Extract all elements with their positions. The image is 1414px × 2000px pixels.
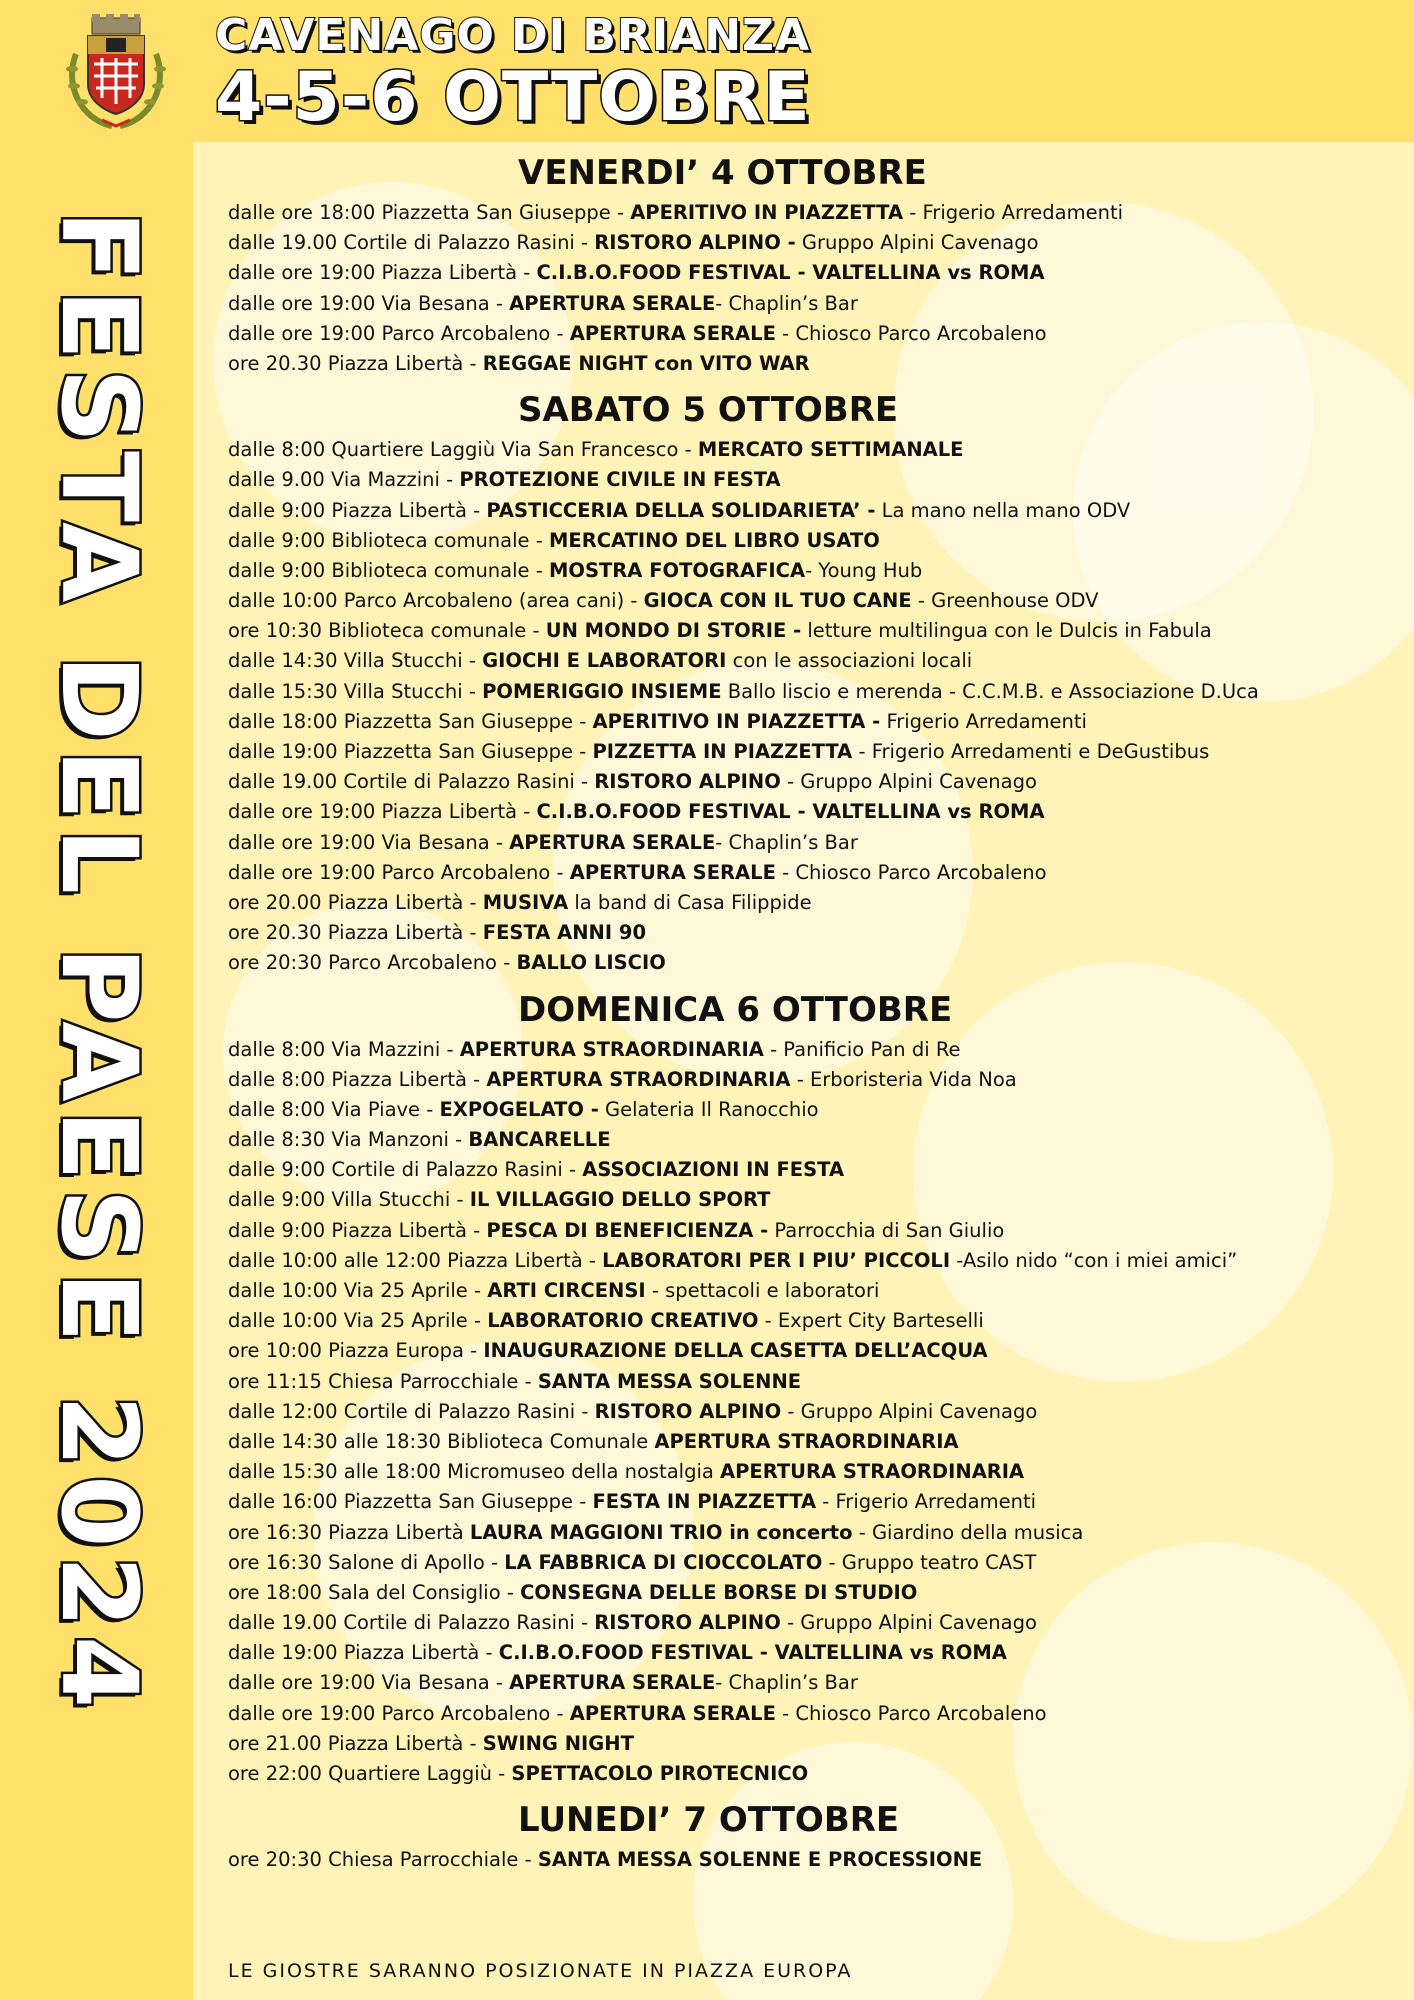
event-row: [228, 586, 1388, 616]
event-title: C.I.B.O.FOOD FESTIVAL - VALTELLINA vs ROMA: [498, 1641, 1007, 1665]
event-title: APERITIVO IN PIAZZETTA -: [592, 709, 881, 733]
program-list: [228, 148, 1388, 1881]
event-organizer: Gruppo Alpini Cavenago: [795, 231, 1039, 255]
event-time-place: dalle 10:00 Via 25 Aprile -: [228, 1309, 488, 1333]
event-row: [228, 1276, 1388, 1306]
event-row: [228, 1578, 1388, 1608]
event-organizer: letture multilingua con le Dulcis in Fabula: [801, 619, 1212, 643]
day-block: [228, 1795, 1388, 1875]
event-title: ARTI CIRCENSI: [487, 1279, 646, 1302]
event-time-place: dalle 9:00 Biblioteca comunale -: [228, 528, 549, 552]
event-time-place: dalle 15:30 alle 18:00 Micromuseo della nostalgia: [228, 1460, 721, 1484]
event-row: [228, 1095, 1388, 1125]
event-time-place: dalle 8:00 Quartiere Laggiù Via San Francesco -: [228, 438, 698, 462]
event-time-place: ore 22:00 Quartiere Laggiù -: [228, 1762, 512, 1785]
event-row: [228, 1699, 1388, 1729]
event-organizer: Parrocchia di San Giulio: [768, 1218, 1005, 1242]
event-time-place: dalle 9:00 Cortile di Palazzo Rasini -: [228, 1158, 583, 1182]
event-time-place: dalle 14:30 alle 18:30 Biblioteca Comunale: [228, 1429, 655, 1453]
municipal-coat-of-arms-icon: [62, 14, 170, 134]
event-row: [228, 228, 1388, 258]
event-time-place: ore 10:30 Biblioteca comunale -: [228, 619, 546, 643]
event-row: [228, 1306, 1388, 1336]
event-title: MERCATINO DEL LIBRO USATO: [548, 528, 880, 552]
event-time-place: dalle 10:00 Parco Arcobaleno (area cani) -: [228, 589, 644, 613]
event-title: PASTICCERIA DELLA SOLIDARIETA’ -: [486, 498, 876, 522]
event-time-place: ore 20:30 Chiesa Parrocchiale -: [228, 1848, 538, 1872]
event-row: [228, 858, 1388, 888]
event-time-place: dalle 9:00 Biblioteca comunale -: [228, 558, 549, 582]
event-title: SANTA MESSA SOLENNE E PROCESSIONE: [537, 1848, 983, 1872]
event-organizer: - Greenhouse ODV: [911, 589, 1099, 613]
event-organizer: - Gruppo teatro CAST: [822, 1550, 1037, 1574]
event-title: APERTURA STRAORDINARIA: [486, 1067, 791, 1091]
event-time-place: dalle 12:00 Cortile di Palazzo Rasini -: [228, 1399, 595, 1423]
event-row: [228, 918, 1388, 948]
event-time-place: ore 18:00 Sala del Consiglio -: [228, 1580, 521, 1604]
event-time-place: dalle ore 18:00 Piazzetta San Giuseppe -: [228, 201, 631, 224]
event-time-place: ore 20:30 Parco Arcobaleno -: [228, 951, 517, 975]
event-organizer: con le associazioni locali: [726, 649, 973, 673]
event-organizer: La mano nella mano ODV: [875, 498, 1131, 522]
event-title: FESTA IN PIAZZETTA: [592, 1490, 817, 1514]
event-row: [228, 1845, 1388, 1875]
event-time-place: ore 16:30 Piazza Libertà: [228, 1520, 470, 1544]
event-time-place: dalle 8:00 Piazza Libertà -: [228, 1067, 487, 1091]
event-organizer: la band di Casa Filippide: [568, 890, 812, 914]
event-title: SWING NIGHT: [482, 1731, 634, 1755]
event-title: RISTORO ALPINO: [594, 1399, 782, 1423]
event-organizer: - Chiosco Parco Arcobaleno: [775, 1701, 1047, 1725]
event-time-place: dalle ore 19:00 Via Besana -: [228, 1671, 510, 1695]
event-organizer: -Asilo nido “con i miei amici”: [950, 1248, 1238, 1272]
event-row: [228, 1336, 1388, 1366]
event-row: [228, 1427, 1388, 1457]
event-row: [228, 888, 1388, 918]
event-title: REGGAE NIGHT con VITO WAR: [482, 351, 810, 375]
event-row: [228, 1638, 1388, 1668]
event-row: [228, 1185, 1388, 1215]
event-organizer: - Giardino della musica: [852, 1520, 1084, 1544]
event-title: SANTA MESSA SOLENNE: [537, 1369, 802, 1393]
event-time-place: dalle 9.00 Via Mazzini -: [228, 468, 460, 492]
event-time-place: ore 10:00 Piazza Europa -: [228, 1339, 484, 1363]
event-time-place: dalle 9:00 Piazza Libertà -: [228, 1218, 487, 1242]
event-time-place: dalle 8:00 Via Piave -: [228, 1097, 440, 1121]
event-row: [228, 198, 1388, 228]
event-title: MUSIVA: [482, 890, 569, 914]
event-row: [228, 677, 1388, 707]
event-row: [228, 1548, 1388, 1578]
event-title: SPETTACOLO PIROTECNICO: [511, 1762, 809, 1785]
event-title: C.I.B.O.FOOD FESTIVAL - VALTELLINA vs ROMA: [536, 800, 1045, 824]
event-title: EXPOGELATO -: [439, 1097, 599, 1121]
event-title: LABORATORIO CREATIVO: [487, 1309, 759, 1333]
event-organizer: - Chaplin’s Bar: [715, 291, 858, 315]
town-name: CAVENAGO DI BRIANZA: [215, 10, 811, 61]
event-title: IL VILLAGGIO DELLO SPORT: [469, 1188, 771, 1212]
event-title: LAURA MAGGIONI TRIO in concerto: [469, 1520, 853, 1544]
event-time-place: dalle ore 19:00 Parco Arcobaleno -: [228, 1701, 570, 1725]
event-organizer: - Frigerio Arredamenti: [903, 201, 1124, 224]
event-organizer: - Frigerio Arredamenti: [816, 1490, 1037, 1514]
event-title: PESCA DI BENEFICIENZA -: [486, 1218, 769, 1242]
event-time-place: dalle 9:00 Piazza Libertà -: [228, 498, 487, 522]
event-row: [228, 465, 1388, 495]
event-title: FESTA ANNI 90: [482, 921, 647, 945]
event-title: APERTURA SERALE: [509, 291, 716, 315]
event-time-place: dalle ore 19:00 Parco Arcobaleno -: [228, 321, 570, 345]
event-row: [228, 828, 1388, 858]
event-time-place: ore 16:30 Salone di Apollo -: [228, 1550, 505, 1574]
event-title: LA FABBRICA DI CIOCCOLATO: [504, 1550, 823, 1574]
event-row: [228, 1518, 1388, 1548]
event-time-place: ore 20.30 Piazza Libertà -: [228, 351, 483, 375]
event-time-place: dalle 19:00 Piazzetta San Giuseppe -: [228, 740, 593, 763]
day-block: [228, 985, 1388, 1790]
festival-dates: 4-5-6 OTTOBRE: [215, 58, 811, 137]
event-row: [228, 1668, 1388, 1698]
event-time-place: dalle 19.00 Cortile di Palazzo Rasini -: [228, 1611, 595, 1635]
event-title: BALLO LISCIO: [516, 951, 666, 975]
event-title: POMERIGGIO INSIEME: [482, 679, 722, 703]
event-row: [228, 1367, 1388, 1397]
event-row: [228, 289, 1388, 319]
event-title: ASSOCIAZIONI IN FESTA: [582, 1158, 845, 1182]
event-organizer: - Chaplin’s Bar: [715, 1671, 858, 1695]
event-time-place: dalle 18:00 Piazzetta San Giuseppe -: [228, 709, 593, 733]
event-row: [228, 948, 1388, 978]
event-title: APERTURA SERALE: [569, 1701, 776, 1725]
event-organizer: - Gruppo Alpini Cavenago: [781, 1399, 1038, 1423]
event-time-place: dalle ore 19:00 Via Besana -: [228, 291, 510, 315]
day-block: [228, 148, 1388, 379]
event-row: [228, 797, 1388, 827]
event-title: RISTORO ALPINO: [594, 1611, 781, 1635]
event-title: UN MONDO DI STORIE -: [545, 619, 802, 643]
event-row: [228, 707, 1388, 737]
event-row: [228, 1729, 1388, 1759]
event-title: APERTURA STRAORDINARIA: [654, 1429, 959, 1453]
event-time-place: dalle 16:00 Piazzetta San Giuseppe -: [228, 1490, 593, 1514]
event-row: [228, 1246, 1388, 1276]
day-heading: SABATO 5 OTTOBRE: [518, 390, 899, 431]
event-title: LABORATORI PER I PIU’ PICCOLI: [602, 1248, 951, 1272]
event-title: APERTURA STRAORDINARIA: [720, 1460, 1025, 1484]
day-heading: DOMENICA 6 OTTOBRE: [518, 989, 953, 1030]
event-time-place: dalle 10:00 Via 25 Aprile -: [228, 1279, 488, 1302]
event-row: [228, 258, 1388, 288]
event-title: APERITIVO IN PIAZZETTA: [630, 201, 904, 224]
event-title: APERTURA SERALE: [509, 1671, 716, 1695]
event-title: MOSTRA FOTOGRAFICA: [548, 558, 806, 582]
event-organizer: - Chiosco Parco Arcobaleno: [775, 860, 1047, 884]
festival-title: [34, 210, 164, 1800]
event-title: RISTORO ALPINO: [594, 770, 781, 794]
event-row: [228, 1155, 1388, 1185]
event-time-place: dalle 15:30 Villa Stucchi -: [228, 679, 483, 703]
event-row: [228, 1759, 1388, 1789]
event-organizer: Frigerio Arredamenti: [880, 709, 1087, 733]
event-row: [228, 1035, 1388, 1065]
event-row: [228, 1457, 1388, 1487]
festival-title-text: FESTA DEL PAESE 2024: [38, 210, 160, 1717]
event-title: GIOCHI E LABORATORI: [482, 649, 727, 673]
event-organizer: - Chiosco Parco Arcobaleno: [775, 321, 1047, 345]
event-organizer: Gelateria Il Ranocchio: [598, 1097, 819, 1121]
event-row: [228, 1125, 1388, 1155]
event-organizer: - Gruppo Alpini Cavenago: [780, 770, 1037, 794]
event-title: APERTURA SERALE: [569, 860, 776, 884]
event-row: [228, 435, 1388, 465]
event-organizer: - Panificio Pan di Re: [763, 1037, 961, 1061]
event-row: [228, 1487, 1388, 1517]
day-heading: LUNEDI’ 7 OTTOBRE: [518, 1800, 900, 1841]
day-block: [228, 385, 1388, 978]
event-time-place: dalle 19:00 Piazza Libertà -: [228, 1641, 499, 1665]
event-organizer: - Young Hub: [805, 558, 923, 582]
event-time-place: dalle 8:00 Via Mazzini -: [228, 1037, 460, 1061]
event-title: APERTURA SERALE: [569, 321, 776, 345]
event-title: MERCATO SETTIMANALE: [697, 438, 964, 462]
footer-note: LE GIOSTRE SARANNO POSIZIONATE IN PIAZZA EUROPA: [228, 1960, 853, 1982]
event-title: PIZZETTA IN PIAZZETTA: [592, 740, 853, 763]
event-row: [228, 526, 1388, 556]
event-title: BANCARELLE: [468, 1128, 611, 1152]
event-organizer: - Expert City Barteselli: [758, 1309, 984, 1333]
event-organizer: Ballo liscio e merenda - C.C.M.B. e Associazione D.Uca: [721, 679, 1259, 703]
event-time-place: dalle 14:30 Villa Stucchi -: [228, 649, 483, 673]
event-title: RISTORO ALPINO -: [594, 231, 796, 255]
event-organizer: - Erboristeria Vida Noa: [790, 1067, 1017, 1091]
event-row: [228, 1608, 1388, 1638]
event-title: APERTURA STRAORDINARIA: [459, 1037, 764, 1061]
event-time-place: dalle 19.00 Cortile di Palazzo Rasini -: [228, 231, 595, 255]
event-row: [228, 1065, 1388, 1095]
event-row: [228, 646, 1388, 676]
event-time-place: ore 20.30 Piazza Libertà -: [228, 921, 483, 945]
event-row: [228, 496, 1388, 526]
event-row: [228, 556, 1388, 586]
event-title: PROTEZIONE CIVILE IN FESTA: [459, 468, 781, 492]
event-organizer: - Frigerio Arredamenti e DeGustibus: [852, 740, 1210, 763]
event-title: APERTURA SERALE: [509, 830, 716, 854]
event-time-place: dalle 10:00 alle 12:00 Piazza Libertà -: [228, 1248, 603, 1272]
event-time-place: ore 20.00 Piazza Libertà -: [228, 890, 483, 914]
event-row: [228, 737, 1388, 767]
event-row: [228, 616, 1388, 646]
event-time-place: dalle ore 19:00 Parco Arcobaleno -: [228, 860, 570, 884]
event-time-place: dalle ore 19:00 Piazza Libertà -: [228, 800, 537, 824]
event-time-place: ore 11:15 Chiesa Parrocchiale -: [228, 1369, 538, 1393]
event-organizer: - Gruppo Alpini Cavenago: [780, 1611, 1037, 1635]
day-heading: VENERDI’ 4 OTTOBRE: [518, 153, 927, 193]
event-time-place: dalle 9:00 Villa Stucchi -: [228, 1188, 470, 1212]
event-row: [228, 319, 1388, 349]
event-time-place: ore 21.00 Piazza Libertà -: [228, 1731, 483, 1755]
event-title: INAUGURAZIONE DELLA CASETTA DELL’ACQUA: [483, 1339, 988, 1363]
event-title: CONSEGNA DELLE BORSE DI STUDIO: [520, 1580, 918, 1604]
event-time-place: dalle ore 19:00 Via Besana -: [228, 830, 510, 854]
event-title: GIOCA CON IL TUO CANE: [643, 589, 912, 613]
event-row: [228, 1216, 1388, 1246]
event-row: [228, 349, 1388, 379]
event-row: [228, 1397, 1388, 1427]
event-time-place: dalle 19.00 Cortile di Palazzo Rasini -: [228, 770, 595, 794]
event-time-place: dalle ore 19:00 Piazza Libertà -: [228, 261, 537, 285]
event-organizer: - Chaplin’s Bar: [715, 830, 858, 854]
event-title: C.I.B.O.FOOD FESTIVAL - VALTELLINA vs ROMA: [536, 261, 1045, 285]
event-organizer: - spettacoli e laboratori: [645, 1279, 880, 1302]
event-row: [228, 767, 1388, 797]
event-time-place: dalle 8:30 Via Manzoni -: [228, 1128, 469, 1152]
